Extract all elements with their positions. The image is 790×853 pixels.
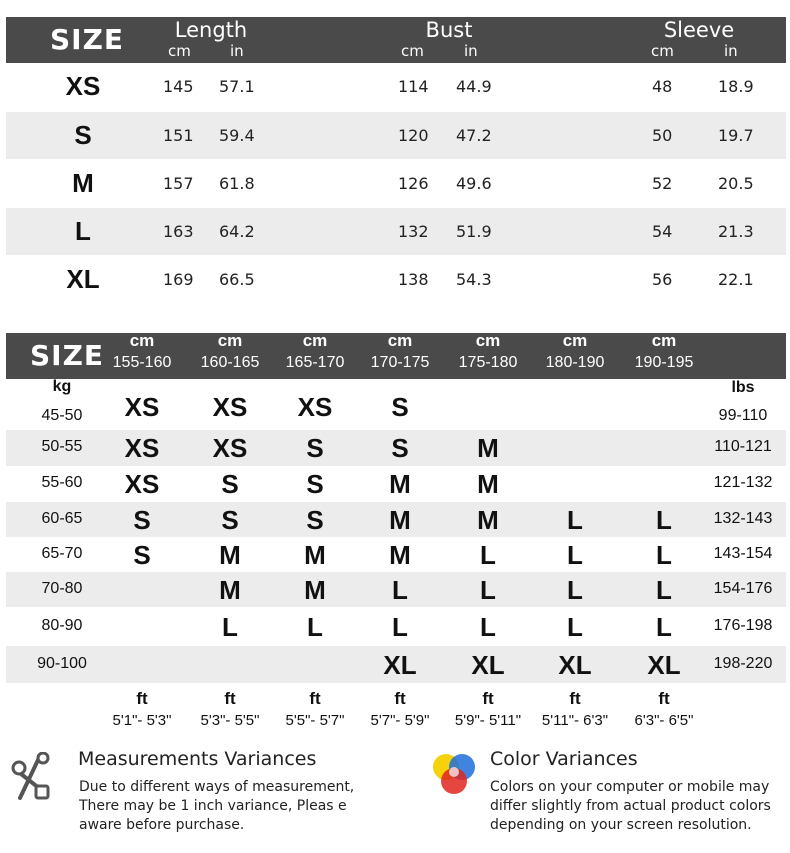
- height-ft-range: 5'1"- 5'3": [112, 712, 172, 729]
- size-cell: S: [391, 391, 409, 422]
- table2-row: [6, 502, 786, 537]
- table2-size-label: SIZE: [30, 339, 105, 372]
- size-cell: M: [219, 574, 241, 605]
- height-unit-label: cm: [651, 331, 677, 350]
- measurement-cell: 54.3: [456, 270, 492, 289]
- height-ft-unit: ft: [569, 689, 581, 708]
- height-unit-label: cm: [302, 331, 328, 350]
- color-note-title: Color Variances: [490, 748, 638, 770]
- size-cell: S: [306, 504, 324, 535]
- sleeve-header: Sleeve: [663, 18, 735, 42]
- size-cell: L: [656, 574, 672, 605]
- table1-row: [6, 256, 786, 304]
- measurement-cell: 51.9: [456, 221, 492, 241]
- size-cell: S: [133, 539, 151, 570]
- table2-row: [6, 607, 786, 646]
- table1-size-label: SIZE: [50, 23, 125, 56]
- size-cell: XL: [471, 649, 505, 680]
- size-cell: M: [477, 469, 499, 499]
- size-cell: M: [389, 539, 411, 570]
- table1-row: [6, 63, 786, 111]
- bust-in-unit: in: [464, 42, 478, 60]
- measurement-cell: 126: [398, 174, 429, 193]
- table2-header: [6, 333, 786, 379]
- length-in-unit: in: [230, 42, 244, 60]
- size-cell: M: [304, 539, 326, 570]
- measurement-note-line: aware before purchase.: [79, 817, 245, 833]
- length-header: Length: [174, 18, 248, 42]
- sleeve-cm-unit: cm: [651, 42, 674, 60]
- table2-row: [6, 379, 786, 430]
- height-unit-label: cm: [387, 331, 413, 350]
- height-range-label: 165-170: [285, 354, 345, 371]
- size-cell: M: [72, 168, 94, 198]
- weight-lbs-cell: 121-132: [713, 474, 773, 491]
- size-cell: L: [567, 574, 583, 605]
- measurement-cell: 145: [163, 77, 194, 96]
- sleeve-in-unit: in: [724, 42, 738, 60]
- height-range-label: 175-180: [458, 354, 518, 371]
- height-unit-label: cm: [562, 331, 588, 350]
- size-cell: L: [480, 574, 496, 605]
- measurement-cell: 169: [163, 270, 194, 289]
- measurement-cell: 57.1: [219, 77, 255, 96]
- measurement-note-title: Measurements Variances: [78, 748, 317, 770]
- measurement-cell: 44.9: [456, 77, 492, 96]
- height-unit-label: cm: [217, 331, 243, 350]
- bust-cm-unit: cm: [401, 42, 424, 60]
- height-ft-range: 5'11"- 6'3": [541, 712, 609, 729]
- weight-kg-cell: 60-65: [41, 509, 83, 527]
- measurement-cell: 114: [398, 77, 429, 96]
- weight-lbs-cell: 110-121: [714, 438, 772, 455]
- measurement-cell: 49.6: [456, 174, 492, 193]
- size-cell: M: [389, 469, 411, 499]
- measurement-cell: 151: [163, 125, 194, 145]
- table1-header: [6, 17, 786, 63]
- size-cell: S: [391, 433, 409, 463]
- height-ft-range: 5'9"- 5'11": [454, 712, 522, 729]
- lbs-label: lbs: [731, 379, 755, 396]
- size-cell: XS: [65, 71, 101, 101]
- size-cell: S: [306, 433, 324, 463]
- weight-lbs-cell: 99-110: [718, 407, 768, 424]
- weight-kg-cell: 70-80: [41, 579, 83, 597]
- size-cell: L: [392, 574, 408, 605]
- size-cell: XS: [124, 391, 160, 422]
- size-cell: M: [477, 504, 499, 535]
- height-ft-unit: ft: [394, 689, 406, 708]
- measurement-note-line: Due to different ways of measurement,: [79, 779, 355, 795]
- kg-label: kg: [52, 378, 72, 395]
- height-ft-range: 6'3"- 6'5": [634, 712, 694, 729]
- measurement-cell: 138: [398, 270, 429, 289]
- size-cell: L: [567, 504, 583, 535]
- measurement-cell: 20.5: [718, 174, 754, 193]
- height-range-label: 190-195: [634, 354, 694, 371]
- measurement-cell: 18.9: [718, 77, 754, 96]
- weight-lbs-cell: 198-220: [713, 654, 773, 672]
- size-cell: L: [656, 611, 672, 642]
- size-cell: L: [656, 504, 672, 535]
- height-ft-unit: ft: [309, 689, 321, 708]
- measurement-cell: 163: [163, 221, 194, 241]
- weight-lbs-cell: 154-176: [713, 579, 773, 597]
- tape-measure-icon: [10, 752, 52, 802]
- size-cell: XS: [124, 433, 160, 463]
- size-cell: S: [306, 469, 324, 499]
- measurement-cell: 157: [163, 174, 194, 193]
- size-cell: L: [567, 611, 583, 642]
- height-range-label: 160-165: [200, 354, 260, 371]
- size-cell: L: [480, 611, 496, 642]
- size-cell: M: [219, 539, 241, 570]
- weight-lbs-cell: 176-198: [713, 616, 773, 634]
- table2-row: [6, 646, 786, 683]
- measurement-cell: 21.3: [718, 221, 754, 241]
- height-unit-label: cm: [129, 331, 155, 350]
- measurement-cell: 50: [652, 125, 673, 145]
- color-note-line: Colors on your computer or mobile may: [490, 779, 770, 795]
- size-cell: L: [307, 611, 323, 642]
- height-range-label: 180-190: [545, 354, 605, 371]
- height-ft-unit: ft: [136, 689, 148, 708]
- height-ft-unit: ft: [658, 689, 670, 708]
- size-cell: S: [74, 119, 92, 150]
- weight-kg-cell: 90-100: [37, 654, 87, 672]
- size-cell: XS: [124, 469, 160, 499]
- table1-row: [6, 208, 786, 255]
- measurement-cell: 56: [652, 270, 673, 289]
- measurement-cell: 120: [398, 125, 429, 145]
- table1-row: [6, 160, 786, 208]
- measurement-cell: 47.2: [456, 125, 492, 145]
- size-cell: L: [75, 215, 91, 246]
- table2-row: [6, 537, 786, 572]
- height-ft-range: 5'7"- 5'9": [370, 712, 430, 729]
- table2-row: [6, 572, 786, 607]
- height-ft-range: 5'5"- 5'7": [285, 712, 345, 729]
- measurement-cell: 132: [398, 221, 429, 241]
- table2-row: [6, 466, 786, 502]
- height-range-label: 155-160: [112, 354, 172, 371]
- measurement-cell: 22.1: [718, 270, 754, 289]
- measurement-note-line: There may be 1 inch variance, Pleas e: [79, 798, 347, 814]
- weight-lbs-cell: 132-143: [713, 509, 773, 527]
- bust-header: Bust: [425, 18, 473, 42]
- size-cell: S: [133, 504, 151, 535]
- measurement-cell: 19.7: [718, 125, 754, 145]
- size-cell: M: [477, 433, 499, 463]
- size-cell: XL: [383, 649, 417, 680]
- measurement-cell: 61.8: [219, 174, 255, 193]
- size-cell: XS: [212, 391, 248, 422]
- size-cell: M: [304, 574, 326, 605]
- size-cell: XL: [66, 264, 100, 294]
- size-cell: L: [656, 539, 672, 570]
- height-ft-unit: ft: [224, 689, 236, 708]
- measurement-cell: 52: [652, 174, 673, 193]
- measurement-cell: 59.4: [219, 125, 255, 145]
- weight-kg-cell: 45-50: [41, 407, 83, 424]
- measurement-cell: 48: [652, 77, 673, 96]
- size-cell: L: [480, 539, 496, 570]
- height-unit-label: cm: [475, 331, 501, 350]
- measurement-cell: 54: [652, 221, 673, 241]
- weight-kg-cell: 55-60: [41, 474, 83, 491]
- size-cell: M: [389, 504, 411, 535]
- table2-row: [6, 430, 786, 466]
- size-cell: L: [222, 611, 238, 642]
- weight-kg-cell: 50-55: [41, 438, 83, 455]
- size-cell: L: [392, 611, 408, 642]
- weight-kg-cell: 65-70: [41, 544, 83, 562]
- height-ft-range: 5'3"- 5'5": [200, 712, 260, 729]
- weight-kg-cell: 80-90: [41, 616, 83, 634]
- size-cell: XS: [212, 433, 248, 463]
- color-note-line: depending on your screen resolution.: [490, 817, 752, 833]
- table1-row: [6, 112, 786, 159]
- measurement-cell: 64.2: [219, 221, 255, 241]
- size-cell: XS: [297, 391, 333, 422]
- size-cell: S: [221, 504, 239, 535]
- height-ft-unit: ft: [482, 689, 494, 708]
- size-cell: XL: [647, 649, 681, 680]
- length-cm-unit: cm: [168, 42, 191, 60]
- size-cell: XL: [558, 649, 592, 680]
- color-note-line: differ slightly from actual product colors: [490, 798, 771, 814]
- weight-lbs-cell: 143-154: [713, 544, 773, 562]
- color-wheel-icon: [431, 750, 477, 800]
- measurement-cell: 66.5: [219, 270, 255, 289]
- height-range-label: 170-175: [370, 354, 430, 371]
- size-cell: S: [221, 469, 239, 499]
- size-cell: L: [567, 539, 583, 570]
